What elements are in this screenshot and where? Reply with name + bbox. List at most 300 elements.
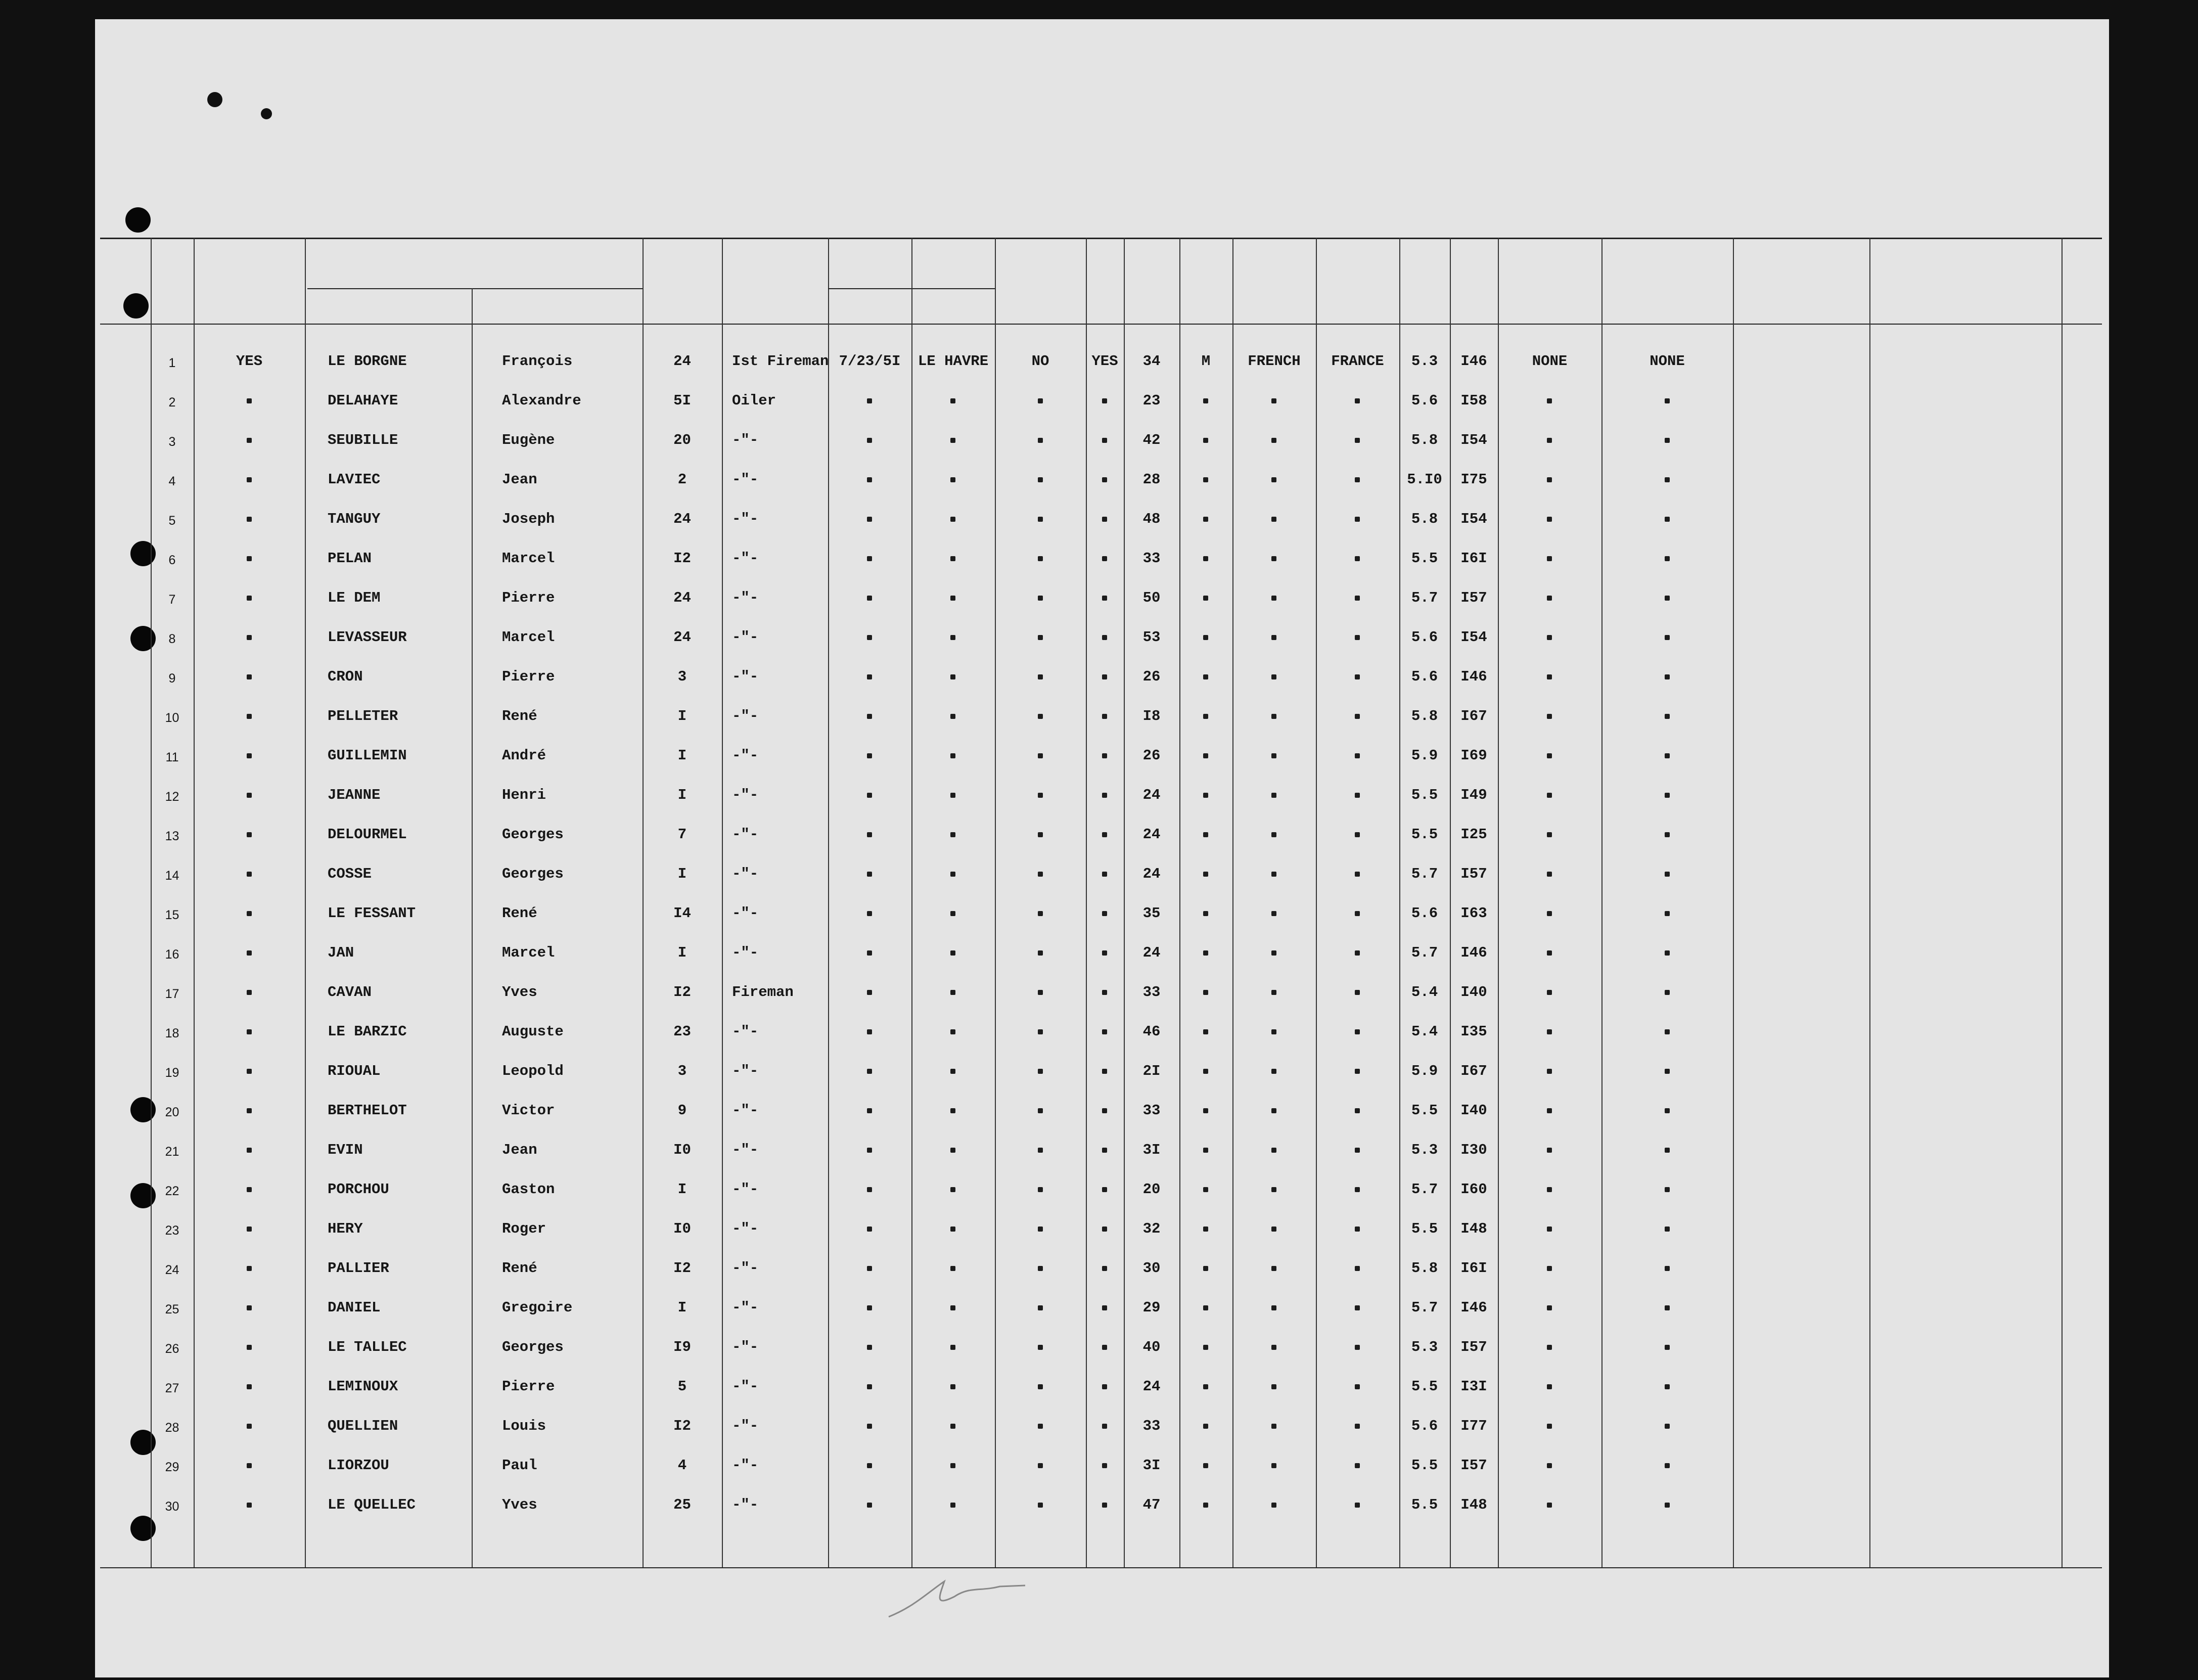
age: 42 (1142, 432, 1161, 448)
deported-ditto (1665, 1227, 1670, 1232)
where-ditto (950, 1305, 955, 1310)
paid-off-ditto (1038, 872, 1043, 877)
sex-ditto (1203, 596, 1208, 601)
sex-ditto (1203, 714, 1208, 719)
deported-ditto (1665, 477, 1670, 482)
age: 29 (1142, 1299, 1161, 1316)
age: 40 (1142, 1339, 1161, 1355)
when-ditto (867, 1305, 872, 1310)
when-ditto (867, 714, 872, 719)
position: -"- (732, 787, 759, 803)
where-ditto (950, 753, 955, 758)
where-ditto (950, 990, 955, 995)
family-name: SEUBILLE (328, 432, 398, 448)
family-name: GUILLEMIN (328, 747, 407, 764)
length-of-service: 3 (677, 1063, 687, 1079)
sex-ditto (1203, 1069, 1208, 1074)
nationality-ditto (1355, 1503, 1360, 1508)
position: -"- (732, 826, 759, 843)
read-ditto (1102, 990, 1107, 995)
sex-ditto (1203, 832, 1208, 837)
deported-ditto (1665, 674, 1670, 679)
given-name: Georges (502, 1339, 564, 1355)
family-name: BERTHELOT (328, 1102, 407, 1119)
when-ditto (867, 438, 872, 443)
height: 5.7 (1411, 589, 1438, 606)
sex-ditto (1203, 1148, 1208, 1153)
age: 50 (1142, 589, 1161, 606)
deported-ditto (1665, 438, 1670, 443)
sex-ditto (1203, 1266, 1208, 1271)
position: -"- (732, 1418, 759, 1434)
read-ditto (1102, 793, 1107, 798)
height: 5.7 (1411, 866, 1438, 882)
weight: I60 (1460, 1181, 1487, 1198)
family-name: PALLIER (328, 1260, 389, 1277)
paid-off-ditto (1038, 1463, 1043, 1468)
height: 5.5 (1411, 787, 1438, 803)
paid-off-ditto (1038, 1187, 1043, 1192)
age: 24 (1142, 866, 1161, 882)
prev-voyage-ditto (247, 1463, 252, 1468)
race-ditto (1271, 1384, 1276, 1389)
race-ditto (1271, 714, 1276, 719)
age: 48 (1142, 511, 1161, 527)
paid-off-ditto (1038, 714, 1043, 719)
paid-off-ditto (1038, 1305, 1043, 1310)
position: Oiler (732, 392, 776, 409)
deported-ditto (1665, 1069, 1670, 1074)
sex-ditto (1203, 398, 1208, 403)
row-number: 14 (165, 869, 179, 883)
weight: I48 (1460, 1496, 1487, 1513)
given-name: Paul (502, 1457, 537, 1474)
column-rule (1179, 238, 1180, 1567)
family-name: JEANNE (328, 787, 381, 803)
prev-voyage-ditto (247, 1305, 252, 1310)
paid-off-ditto (1038, 1148, 1043, 1153)
where-ditto (950, 517, 955, 522)
age: 3I (1142, 1457, 1161, 1474)
nationality-ditto (1355, 950, 1360, 956)
read-ditto (1102, 1227, 1107, 1232)
paid-off-ditto (1038, 517, 1043, 522)
weight: I57 (1460, 589, 1487, 606)
when-ditto (867, 1266, 872, 1271)
paid-off-ditto (1038, 398, 1043, 403)
race-ditto (1271, 793, 1276, 798)
sex-ditto (1203, 1187, 1208, 1192)
prev-voyage-ditto (247, 1108, 252, 1113)
when-ditto (867, 635, 872, 640)
age: 33 (1142, 1102, 1161, 1119)
nationality-ditto (1355, 1187, 1360, 1192)
nationality-ditto (1355, 714, 1360, 719)
when-ditto (867, 1463, 872, 1468)
weight: I30 (1460, 1142, 1487, 1158)
position: -"- (732, 747, 759, 764)
given-name: Marcel (502, 550, 555, 567)
where-ditto (950, 1463, 955, 1468)
column-rule (1733, 238, 1734, 1567)
row-number: 11 (165, 750, 179, 764)
family-name: LIORZOU (328, 1457, 389, 1474)
marks-ditto (1547, 1463, 1552, 1468)
paid-off: NO (1031, 353, 1049, 370)
deported-ditto (1665, 1384, 1670, 1389)
marks-ditto (1547, 950, 1552, 956)
where-ditto (950, 1148, 955, 1153)
deported-ditto (1665, 1424, 1670, 1429)
age: 26 (1142, 668, 1161, 685)
read-ditto (1102, 1266, 1107, 1271)
weight: I46 (1460, 668, 1487, 685)
when-ditto (867, 674, 872, 679)
row-number: 12 (165, 790, 179, 804)
when-ditto (867, 950, 872, 956)
race-ditto (1271, 1069, 1276, 1074)
race-ditto (1271, 1187, 1276, 1192)
age: 35 (1142, 905, 1161, 922)
column-rule (1498, 238, 1499, 1567)
nationality-ditto (1355, 1384, 1360, 1389)
read-ditto (1102, 1463, 1107, 1468)
given-name: Louis (502, 1418, 546, 1434)
family-name: PORCHOU (328, 1181, 389, 1198)
position: -"- (732, 1260, 759, 1277)
given-name: Jean (502, 471, 537, 488)
when-ditto (867, 596, 872, 601)
given-name: Georges (502, 826, 564, 843)
family-name: CRON (328, 668, 363, 685)
col-header-service (644, 247, 719, 249)
paid-off-ditto (1038, 911, 1043, 916)
where-ditto (950, 635, 955, 640)
when-ditto (867, 1227, 872, 1232)
deported-ditto (1665, 1108, 1670, 1113)
col-header-height (1402, 247, 1447, 249)
prev-voyage-ditto (247, 517, 252, 522)
prev-voyage-ditto (247, 1069, 252, 1074)
when-ditto (867, 753, 872, 758)
position: -"- (732, 1378, 759, 1395)
given-name: Alexandre (502, 392, 581, 409)
position: -"- (732, 866, 759, 882)
sex-ditto (1203, 1345, 1208, 1350)
deported-ditto (1665, 1266, 1670, 1271)
col-header-shipped (831, 247, 995, 249)
sex-ditto (1203, 872, 1208, 877)
length-of-service: 20 (673, 432, 691, 448)
col-header-deported (1604, 247, 1733, 249)
race: FRENCH (1248, 353, 1301, 370)
position: -"- (732, 1496, 759, 1513)
position: -"- (732, 1102, 759, 1119)
weight: I77 (1460, 1418, 1487, 1434)
read-ditto (1102, 1069, 1107, 1074)
row-number: 30 (165, 1500, 179, 1514)
marks-ditto (1547, 990, 1552, 995)
marks-ditto (1547, 1227, 1552, 1232)
prev-voyage-ditto (247, 793, 252, 798)
given-name: Leopold (502, 1063, 564, 1079)
nationality-ditto (1355, 1108, 1360, 1113)
position: -"- (732, 511, 759, 527)
binder-hole (123, 293, 149, 319)
family-name: LE BORGNE (328, 353, 407, 370)
paid-off-ditto (1038, 753, 1043, 758)
weight: I40 (1460, 984, 1487, 1001)
read-ditto (1102, 950, 1107, 956)
column-rule (194, 238, 195, 1567)
weight: I46 (1460, 1299, 1487, 1316)
sex-ditto (1203, 1108, 1208, 1113)
deported-ditto (1665, 1305, 1670, 1310)
prev-voyage-ditto (247, 1384, 252, 1389)
row-number: 3 (168, 435, 176, 449)
given-name: Auguste (502, 1023, 564, 1040)
able-to-read: YES (1091, 353, 1118, 370)
marks-ditto (1547, 398, 1552, 403)
weight: I35 (1460, 1023, 1487, 1040)
weight: I46 (1460, 353, 1487, 370)
position: -"- (732, 432, 759, 448)
weight: I3I (1460, 1378, 1487, 1395)
age: 3I (1142, 1142, 1161, 1158)
table-top-rule (100, 238, 2102, 239)
height: 5.7 (1411, 1181, 1438, 1198)
height: 5.7 (1411, 944, 1438, 961)
length-of-service: I (677, 866, 687, 882)
sex-ditto (1203, 1227, 1208, 1232)
when-ditto (867, 1384, 872, 1389)
when-ditto (867, 990, 872, 995)
vessel-line (95, 171, 2109, 201)
family-name: LE DEM (328, 589, 381, 606)
paid-off-ditto (1038, 596, 1043, 601)
paid-off-ditto (1038, 635, 1043, 640)
prev-voyage-ditto (247, 556, 252, 561)
when-ditto (867, 793, 872, 798)
age: 24 (1142, 826, 1161, 843)
length-of-service: I2 (673, 1260, 691, 1277)
where-ditto (950, 674, 955, 679)
length-of-service: 24 (673, 629, 691, 646)
prev-voyage-ditto (247, 674, 252, 679)
family-name: LE TALLEC (328, 1339, 407, 1355)
race-ditto (1271, 1029, 1276, 1034)
position: -"- (732, 1063, 759, 1079)
height: 5.6 (1411, 629, 1438, 646)
sex-ditto (1203, 517, 1208, 522)
nationality-ditto (1355, 1266, 1360, 1271)
marks-ditto (1547, 1029, 1552, 1034)
row-number: 13 (165, 829, 179, 843)
given-name: Gaston (502, 1181, 555, 1198)
height: 5.8 (1411, 511, 1438, 527)
marks-ditto (1547, 832, 1552, 837)
paid-off-ditto (1038, 1384, 1043, 1389)
age: 34 (1142, 353, 1161, 370)
given-name: François (502, 353, 573, 370)
family-name: LEVASSEUR (328, 629, 407, 646)
marks-ditto (1547, 596, 1552, 601)
marks-ditto (1547, 1108, 1552, 1113)
race-ditto (1271, 1503, 1276, 1508)
row-number: 15 (165, 908, 179, 922)
row-number: 8 (168, 632, 176, 646)
column-rule (305, 238, 306, 1567)
row-number: 19 (165, 1066, 179, 1080)
weight: I25 (1460, 826, 1487, 843)
paid-off-ditto (1038, 438, 1043, 443)
when-ditto (867, 911, 872, 916)
weight: I54 (1460, 629, 1487, 646)
family-name: JAN (328, 944, 354, 961)
marks-ditto (1547, 1148, 1552, 1153)
position: -"- (732, 1299, 759, 1316)
row-number: 6 (168, 553, 176, 567)
manifest-sheet (95, 19, 2109, 1677)
when-ditto (867, 1148, 872, 1153)
sex-ditto (1203, 911, 1208, 916)
given-name: Roger (502, 1220, 546, 1237)
col-header-nationality (1318, 247, 1399, 249)
where-ditto (950, 1029, 955, 1034)
marks-ditto (1547, 1424, 1552, 1429)
family-name: PELLETER (328, 708, 398, 724)
when-ditto (867, 477, 872, 482)
nationality-ditto (1355, 1148, 1360, 1153)
deported-ditto (1665, 872, 1670, 877)
row-number: 29 (165, 1460, 179, 1474)
length-of-service: I (677, 944, 687, 961)
read-ditto (1102, 911, 1107, 916)
age: 33 (1142, 1418, 1161, 1434)
where-ditto (950, 438, 955, 443)
sex-ditto (1203, 1029, 1208, 1034)
col-header-read (1088, 247, 1124, 249)
marks-ditto (1547, 753, 1552, 758)
marks-ditto (1547, 1266, 1552, 1271)
read-ditto (1102, 635, 1107, 640)
when-ditto (867, 1345, 872, 1350)
race-ditto (1271, 596, 1276, 601)
nationality-ditto (1355, 477, 1360, 482)
row-number: 28 (165, 1421, 179, 1435)
height: 5.6 (1411, 905, 1438, 922)
length-of-service: I (677, 1299, 687, 1316)
position: -"- (732, 1181, 759, 1198)
length-of-service: 3 (677, 668, 687, 685)
height: 5.6 (1411, 1418, 1438, 1434)
read-ditto (1102, 398, 1107, 403)
nationality-ditto (1355, 1069, 1360, 1074)
position: -"- (732, 629, 759, 646)
weight: I67 (1460, 1063, 1487, 1079)
weight: I54 (1460, 511, 1487, 527)
height: 5.7 (1411, 1299, 1438, 1316)
nationality-ditto (1355, 753, 1360, 758)
column-rule (1086, 238, 1087, 1567)
where-ditto (950, 714, 955, 719)
marks-ditto (1547, 1305, 1552, 1310)
race-ditto (1271, 517, 1276, 522)
length-of-service: 9 (677, 1102, 687, 1119)
given-name: Pierre (502, 589, 555, 606)
weight: I75 (1460, 471, 1487, 488)
race-ditto (1271, 438, 1276, 443)
family-name: EVIN (328, 1142, 363, 1158)
row-number: 2 (168, 395, 176, 410)
height: 5.8 (1411, 1260, 1438, 1277)
sex-ditto (1203, 1503, 1208, 1508)
age: 30 (1142, 1260, 1161, 1277)
prev-voyage-ditto (247, 1503, 252, 1508)
nationality-ditto (1355, 1305, 1360, 1310)
where-ditto (950, 793, 955, 798)
weight: I46 (1460, 944, 1487, 961)
paid-off-ditto (1038, 1266, 1043, 1271)
height: 5.4 (1411, 984, 1438, 1001)
prev-voyage-ditto (247, 1345, 252, 1350)
length-of-service: I0 (673, 1142, 691, 1158)
height: 5.3 (1411, 1142, 1438, 1158)
sex-ditto (1203, 1463, 1208, 1468)
where-ditto (950, 596, 955, 601)
where-ditto (950, 1384, 955, 1389)
deported-ditto (1665, 793, 1670, 798)
deported-ditto (1665, 1503, 1670, 1508)
length-of-service: 5I (673, 392, 691, 409)
prev-voyage-ditto (247, 832, 252, 837)
paid-off-ditto (1038, 832, 1043, 837)
race-ditto (1271, 911, 1276, 916)
given-name: Henri (502, 787, 546, 803)
where-ditto (950, 1187, 955, 1192)
col-header-race (1235, 247, 1316, 249)
height: 5.I0 (1407, 471, 1442, 488)
deported-ditto (1665, 832, 1670, 837)
row-number: 18 (165, 1026, 179, 1040)
marks-ditto (1547, 714, 1552, 719)
length-of-service: I2 (673, 984, 691, 1001)
read-ditto (1102, 1305, 1107, 1310)
marks-ditto (1547, 1384, 1552, 1389)
prev-voyage-ditto (247, 1029, 252, 1034)
prev-voyage-ditto (247, 398, 252, 403)
race-ditto (1271, 950, 1276, 956)
weight: I49 (1460, 787, 1487, 803)
deported-ditto (1665, 950, 1670, 956)
given-name: René (502, 708, 537, 724)
prev-voyage-ditto (247, 911, 252, 916)
table-bottom-rule (100, 1567, 2102, 1568)
sex-ditto (1203, 990, 1208, 995)
when-ditto (867, 1108, 872, 1113)
age: 23 (1142, 392, 1161, 409)
prev-voyage-ditto (247, 438, 252, 443)
race-ditto (1271, 1227, 1276, 1232)
when-ditto (867, 1069, 872, 1074)
where-ditto (950, 872, 955, 877)
position: -"- (732, 708, 759, 724)
deported-ditto (1665, 596, 1670, 601)
sex-ditto (1203, 1384, 1208, 1389)
height: 5.5 (1411, 1457, 1438, 1474)
age: 47 (1142, 1496, 1161, 1513)
read-ditto (1102, 438, 1107, 443)
